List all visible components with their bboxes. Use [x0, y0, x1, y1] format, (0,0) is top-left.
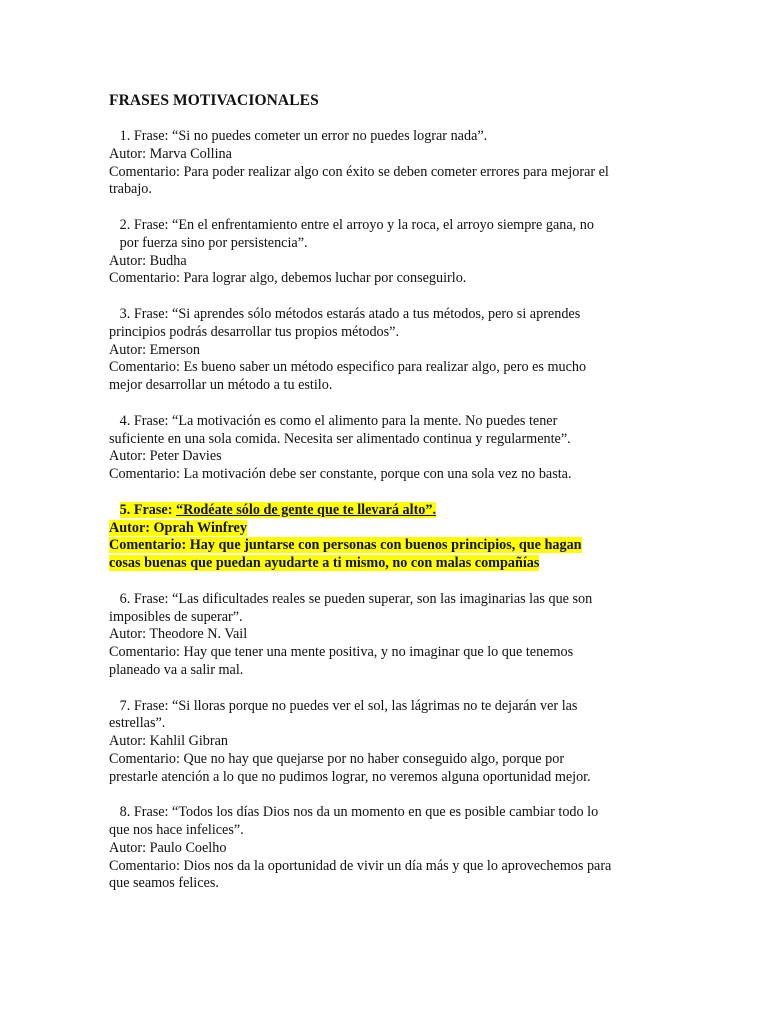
quote-line: 1. Frase: “Si no puedes cometer un error no puedes lograr nada”.	[109, 128, 488, 144]
quote-entry-8	[109, 804, 669, 893]
author-line: Autor: Budha	[109, 252, 187, 269]
quote-entry-7	[109, 698, 669, 787]
author-line: Autor: Paulo Coelho	[109, 839, 227, 856]
quote-line: 7. Frase: “Si lloras porque no puedes ver el sol, las lágrimas no te dejarán ver las	[109, 697, 578, 714]
quote-line: que nos hace infelices”.	[109, 822, 244, 839]
author-line: Autor: Emerson	[109, 341, 201, 358]
comment-line: Comentario: Es bueno saber un método especifico para realizar algo, pero es mucho	[109, 359, 587, 376]
quote-line: 4. Frase: “La motivación es como el alimento para la mente. No puedes tener	[109, 412, 558, 429]
author-line: Autor: Peter Davies	[109, 448, 222, 465]
highlight-mark: Comentario: Hay que juntarse con personas con buenos principios, que hagan	[109, 537, 582, 554]
quote-number-label: 5. Frase:	[119, 501, 176, 518]
quote-entry-3	[109, 306, 669, 395]
author-line: Autor: Theodore N. Vail	[109, 626, 248, 643]
quote-line: estrellas”.	[109, 715, 166, 732]
comment-line: prestarle atención a lo que no pudimos lograr, no veremos alguna oportunidad mejor.	[109, 768, 591, 785]
quote-entry-1	[109, 128, 669, 199]
comment-line: Comentario: Hay que tener una mente positiva, y no imaginar que lo que tenemos	[109, 644, 574, 661]
comment-line	[109, 537, 669, 555]
document-title: FRASES MOTIVACIONALES	[109, 92, 319, 109]
comment-line: Comentario: La motivación debe ser constante, porque con una sola vez no basta.	[109, 466, 572, 483]
comment-line: mejor desarrollar un método a tu estilo.	[109, 377, 333, 394]
quote-list	[109, 128, 669, 911]
quote-entry-6	[109, 591, 669, 680]
author-line: Autor: Marva Collina	[109, 145, 232, 162]
quote-line: por fuerza sino por persistencia”.	[109, 234, 308, 251]
quote-line: suficiente en una sola comida. Necesita ser alimentado continua y regularmente”.	[109, 430, 571, 447]
quote-line: principios podrás desarrollar tus propios métodos”.	[109, 323, 399, 340]
comment-line: planeado va a salir mal.	[109, 661, 244, 678]
comment-line: trabajo.	[109, 181, 152, 198]
quote-line: imposibles de superar”.	[109, 608, 243, 625]
quote-line: 8. Frase: “Todos los días Dios nos da un momento en que es posible cambiar todo lo	[109, 804, 599, 821]
comment-line: Comentario: Para lograr algo, debemos luchar por conseguirlo.	[109, 270, 467, 287]
comment-line: que seamos felices.	[109, 875, 219, 892]
quote-line: 6. Frase: “Las dificultades reales se pueden superar, son las imaginarias las que son	[109, 590, 593, 607]
comment-line: Comentario: Para poder realizar algo con éxito se deben cometer errores para mejorar el	[109, 163, 609, 180]
highlight-mark	[120, 502, 436, 518]
comment-line: Comentario: Dios nos da la oportunidad de vivir un día más y que lo aprovechemos para	[109, 857, 612, 874]
quote-entry-2	[109, 217, 669, 288]
quote-text: “Rodéate sólo de gente que te llevará alto”.	[175, 501, 437, 518]
quote-line: 3. Frase: “Si aprendes sólo métodos estarás atado a tus métodos, pero si aprendes	[109, 305, 581, 322]
author-line: Autor: Kahlil Gibran	[109, 733, 228, 750]
quote-entry-4	[109, 413, 669, 484]
comment-line	[109, 555, 669, 573]
highlight-mark: Autor: Oprah Winfrey	[109, 519, 247, 536]
highlight-mark: cosas buenas que puedan ayudarte a ti mismo, no con malas compañías	[109, 555, 540, 572]
author-line	[109, 520, 669, 538]
comment-line: Comentario: Que no hay que quejarse por no haber conseguido algo, porque por	[109, 750, 565, 767]
quote-line: 2. Frase: “En el enfrentamiento entre el arroyo y la roca, el arroyo siempre gana, no	[109, 216, 594, 233]
quote-line	[109, 502, 669, 520]
quote-entry-5-highlighted	[109, 502, 669, 573]
